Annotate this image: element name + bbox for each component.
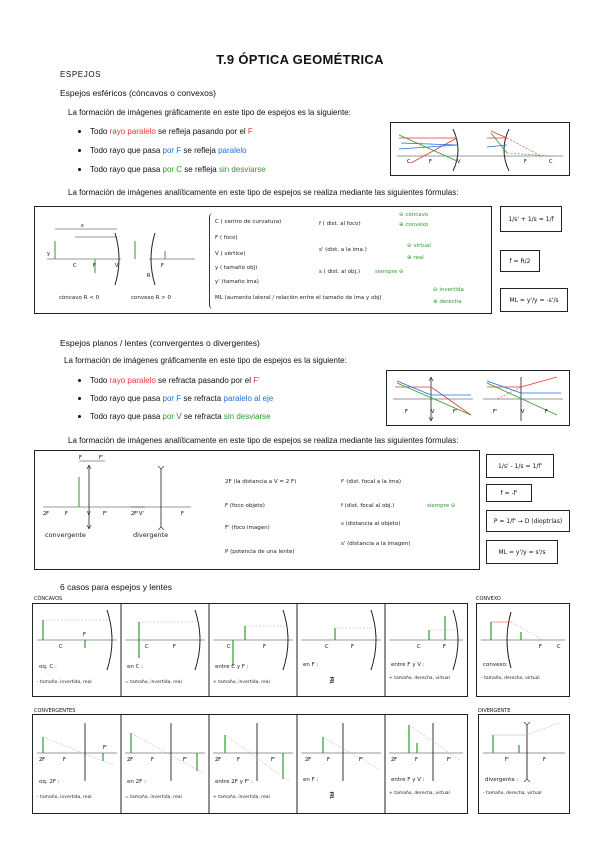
svg-text:V: V xyxy=(115,263,119,269)
def-s-prime: s' (distancia a la imagen) xyxy=(341,541,411,547)
case-11-result: + tamaño, derecha, virtual xyxy=(389,791,450,796)
mirror-rule-2: Todo rayo que pasa por F se refleja paralelo xyxy=(78,146,247,155)
case-3-pos: entre C y F : xyxy=(215,664,249,670)
svg-text:F: F xyxy=(539,644,542,650)
svg-text:F: F xyxy=(524,159,527,165)
convex-case-box xyxy=(476,603,570,697)
lens-rule-2: Todo rayo que pasa por F se refracta paralelo al eje xyxy=(78,394,273,403)
mirror-formula-2: f = R/2 xyxy=(500,250,540,272)
def-c: C ( centro de curvatura) xyxy=(215,219,282,225)
converging-cases-strip xyxy=(32,714,468,814)
lenses-subheading: Espejos planos / lentes (convergentes o divergentes) xyxy=(60,338,260,348)
svg-text:F: F xyxy=(327,757,330,763)
mirror-formula-3: ML = y'/y = -s'/s xyxy=(500,288,568,312)
mirror-rule-3: Todo rayo que pasa por C se refleja sin desviarse xyxy=(78,165,266,174)
lens-rays-diagram xyxy=(386,370,570,426)
concave-cases-strip xyxy=(32,603,468,697)
svg-text:F: F xyxy=(543,757,546,763)
converging-label: CONVERGENTES xyxy=(34,708,76,714)
svg-text:F: F xyxy=(263,644,266,650)
lens-rule-3: Todo rayo que pasa por V se refracta sin desviarse xyxy=(78,412,271,421)
lenses-graphic-intro: La formación de imágenes gráficamente en este tipo de espejos es la siguiente: xyxy=(64,356,347,365)
svg-text:2F': 2F' xyxy=(131,511,139,517)
svg-text:F: F xyxy=(65,511,68,517)
svg-text:F': F' xyxy=(359,757,364,763)
svg-text:F: F xyxy=(63,757,66,763)
def-fprime: f' (dist. focal a la ima) xyxy=(341,479,402,485)
svg-text:F: F xyxy=(237,757,240,763)
svg-text:2F: 2F xyxy=(215,757,222,763)
diverging-caption: divergente xyxy=(133,531,169,539)
mirrors-graphic-intro: La formación de imágenes gráficamente en este tipo de espejos es la siguiente: xyxy=(68,108,351,117)
svg-text:2F: 2F xyxy=(391,757,398,763)
case-10-pos: en F : xyxy=(303,777,319,783)
mirror-rule-1: Todo rayo paralelo se refleja pasando por el F xyxy=(78,127,253,136)
svg-text:C: C xyxy=(227,644,231,650)
diverging-label: DIVERGENTE xyxy=(478,708,511,714)
concave-caption: cóncavo R < 0 xyxy=(59,295,100,301)
def-y: y ( tamaño obj) xyxy=(215,265,258,271)
def-v: V ( vértice) xyxy=(215,251,246,257)
convex-label: CONVEXO xyxy=(476,596,501,602)
svg-text:C: C xyxy=(407,159,411,165)
svg-text:F: F xyxy=(415,757,418,763)
svg-text:F: F xyxy=(83,632,86,638)
sign-f-neg: ⊖ cóncavo xyxy=(399,212,429,218)
mirror-rays-diagram xyxy=(390,122,570,176)
svg-text:F': F' xyxy=(447,757,452,763)
mirrors-subheading: Espejos esféricos (cóncavos o convexos) xyxy=(60,88,216,98)
lens-formula-3: P = 1/f' → D (dioptrías) xyxy=(486,510,570,532)
svg-text:y: y xyxy=(47,251,50,257)
sign-ml-neg: ⊖ invertida xyxy=(433,287,464,293)
case-3-result: + tamaño, invertida, real xyxy=(213,680,270,685)
converging-caption: convergente xyxy=(45,531,86,539)
def-y-prime: y' (tamaño ima) xyxy=(215,279,259,285)
svg-text:2F: 2F xyxy=(43,511,50,517)
case-7-result: - tamaño, invertida, real xyxy=(37,795,92,800)
mirror-formula-1: 1/s' + 1/s = 1/f xyxy=(500,206,562,232)
svg-text:F: F xyxy=(151,757,154,763)
svg-text:F': F' xyxy=(505,757,510,763)
sign-note: siempre ⊖ xyxy=(427,503,456,509)
svg-text:V': V' xyxy=(139,511,144,517)
lens-definitions-box xyxy=(34,450,480,570)
svg-text:2F: 2F xyxy=(127,757,134,763)
svg-text:C: C xyxy=(549,159,553,165)
mirrors-analytic-intro: La formación de imágenes analíticamente en este tipo de espejos se realiza mediante las siguientes fórmulas: xyxy=(68,188,459,197)
def-s: s (distancia al objeto) xyxy=(341,521,401,527)
case-2-pos: en C : xyxy=(127,664,144,670)
lenses-analytic-intro: La formación de imágenes analíticamente en este tipo de espejos se realiza mediante las siguientes fórmulas: xyxy=(68,436,459,445)
case-5-pos: entre F y V : xyxy=(391,662,425,668)
svg-text:V: V xyxy=(87,511,91,517)
case-10-result: ∄ xyxy=(329,791,335,800)
convex-caption: convexo R > 0 xyxy=(131,295,172,301)
def-ml: ML (aumento lateral / relación entre el tamaño de ima y obj) xyxy=(215,295,382,301)
sign-s-img-neg: ⊖ virtual xyxy=(407,243,431,249)
case-8-result: = tamaño, invertida, real xyxy=(125,795,182,800)
case-7-pos: oq. 2F : xyxy=(39,779,60,785)
case-12-result: - tamaño, derecha, virtual xyxy=(483,791,542,796)
concave-label: CÓNCAVOS xyxy=(34,596,63,602)
def-f-dist: f ( dist. al foco) xyxy=(319,221,361,227)
lens-formula-4: ML = y'/y = s'/s xyxy=(486,540,558,564)
brace xyxy=(209,213,214,309)
mirrors-heading: ESPEJOS xyxy=(60,70,102,79)
svg-text:F: F xyxy=(443,644,446,650)
sign-s-obj: siempre ⊖ xyxy=(375,269,404,275)
svg-text:F: F xyxy=(545,409,548,415)
def-p: P (potencia de una lente) xyxy=(225,549,295,555)
svg-text:F': F' xyxy=(493,409,498,415)
svg-text:F: F xyxy=(173,644,176,650)
case-6-result: - tamaño, derecho, virtual xyxy=(481,676,540,681)
svg-text:C: C xyxy=(417,644,421,650)
def-f-img: F' (foco imagen) xyxy=(225,525,270,531)
def-f-focal: f (dist. focal al obj.) xyxy=(341,503,395,509)
case-4-pos: en F : xyxy=(303,662,319,668)
case-6-pos: convexo: xyxy=(483,662,508,668)
svg-text:s: s xyxy=(81,223,84,229)
case-1-result: - tamaño, invertida, real xyxy=(37,680,92,685)
case-5-result: + tamaño, derecha, virtual xyxy=(389,676,450,681)
svg-text:V: V xyxy=(521,409,525,415)
svg-text:F': F' xyxy=(103,511,108,517)
svg-text:C: C xyxy=(73,263,77,269)
case-4-result: ∄ xyxy=(329,676,335,685)
svg-text:R: R xyxy=(147,273,151,279)
svg-text:F': F' xyxy=(453,409,458,415)
svg-text:F': F' xyxy=(271,757,276,763)
diverging-case-box xyxy=(478,714,570,814)
svg-text:F: F xyxy=(181,511,184,517)
def-s-img: s' (dist. a la ima.) xyxy=(319,247,367,253)
case-8-pos: en 2F : xyxy=(127,779,146,785)
svg-text:F: F xyxy=(79,455,82,461)
sign-f-pos: ⊕ convexo xyxy=(399,222,429,228)
svg-text:C: C xyxy=(59,644,63,650)
case-2-result: = tamaño, invertida, real xyxy=(125,680,182,685)
svg-text:2F: 2F xyxy=(39,757,46,763)
lens-formula-1: 1/s' - 1/s = 1/f' xyxy=(486,454,554,478)
case-9-result: + tamaño, invertida, real xyxy=(213,795,270,800)
page-title: T.9 ÓPTICA GEOMÉTRICA xyxy=(216,52,384,67)
svg-text:2F: 2F xyxy=(305,757,312,763)
mirror-definitions-box xyxy=(34,206,492,314)
lens-rule-1: Todo rayo paralelo se refracta pasando por el F' xyxy=(78,376,260,385)
def-2f: 2F (la distancia a V = 2 F) xyxy=(225,479,297,485)
case-9-pos: entre 2F y F' : xyxy=(215,779,253,785)
lens-geometry-sketch xyxy=(35,451,215,569)
svg-text:F: F xyxy=(351,644,354,650)
svg-text:F: F xyxy=(93,263,96,269)
svg-text:C: C xyxy=(145,644,149,650)
svg-text:C: C xyxy=(557,644,561,650)
svg-text:F': F' xyxy=(99,455,104,461)
svg-text:F': F' xyxy=(183,757,188,763)
case-11-pos: entre F y V : xyxy=(391,777,425,783)
svg-text:C: C xyxy=(325,644,329,650)
case-1-pos: oq. C : xyxy=(39,664,57,670)
lens-formula-2: f = -f' xyxy=(486,484,532,502)
svg-text:F: F xyxy=(161,263,164,269)
svg-text:V: V xyxy=(431,409,435,415)
svg-text:F: F xyxy=(429,159,432,165)
case-12-pos: divergente : xyxy=(485,777,519,783)
sign-s-img-pos: ⊕ real xyxy=(407,255,424,261)
def-s-obj: s ( dist. al obj.) xyxy=(319,269,360,275)
svg-text:V: V xyxy=(457,159,461,165)
def-f: F ( foco) xyxy=(215,235,238,241)
cases-heading: 6 casos para espejos y lentes xyxy=(60,582,172,592)
svg-text:F': F' xyxy=(103,745,108,751)
def-f-obj: F (foco objeto) xyxy=(225,503,265,509)
svg-text:F: F xyxy=(405,409,408,415)
sign-ml-pos: ⊕ derecha xyxy=(433,299,462,305)
